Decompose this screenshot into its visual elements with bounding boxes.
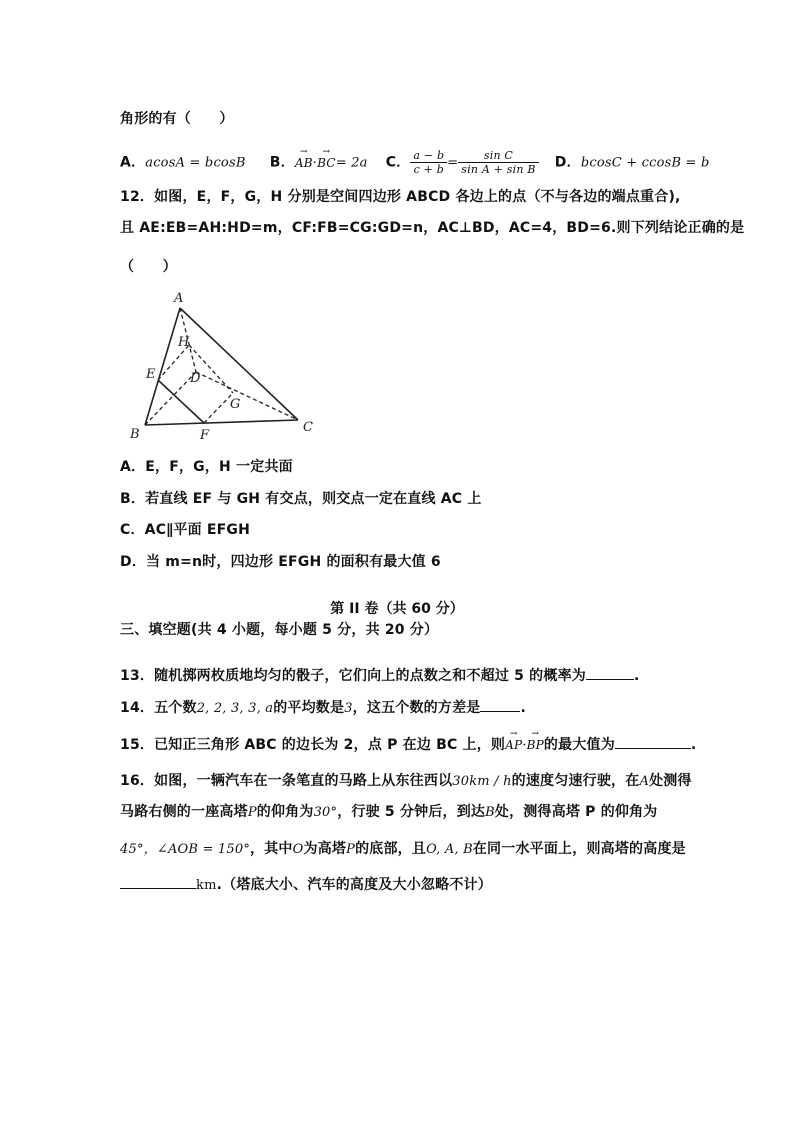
segment-ef <box>158 380 204 423</box>
q11-option-b-label: B． <box>269 154 295 171</box>
q16-tower-p2: P <box>346 842 356 857</box>
part-ii-title: 第 II 卷（共 60 分） <box>330 601 464 617</box>
q16-l3-mid: ，其中 <box>250 841 293 857</box>
q16-l2-mid2: ，行驶 5 分钟后，到达 <box>337 804 486 820</box>
q11-c-right-numerator: sin C <box>458 149 538 163</box>
q12-option-b: B．若直线 EF 与 GH 有交点，则交点一定在直线 AC 上 <box>120 491 482 507</box>
q12-stem-line-2: 且 AE:EB=AH:HD=m，CF:FB=CG:GD=n，AC⊥BD，AC=4，BD=6.则下列结论正确的是 <box>120 220 745 236</box>
label-d: D <box>190 371 201 386</box>
q14-pre: 14．五个数 <box>120 700 197 716</box>
q16-angle-aob: ，∠AOB = 150° <box>143 842 251 857</box>
q11-c-right-denominator: sin A + sin B <box>461 163 536 176</box>
segment-eh <box>158 345 189 380</box>
label-g: G <box>230 397 241 412</box>
q11-option-d-label: D． <box>554 154 581 171</box>
q16-l4-post: .（塔底大小、汽车的高度及大小忽略不计） <box>216 877 492 893</box>
q11-option-b-vec1: → AB <box>295 156 313 170</box>
q15-end: . <box>690 737 697 753</box>
q12-stem-line-1: 12．如图，E，F，G，H 分别是空间四边形 ABCD 各边上的点（不与各边的端点重合), <box>120 189 681 205</box>
q16-l1-post: 处测得 <box>649 773 692 789</box>
q16-points-oab: O, A, B <box>426 842 473 857</box>
q16-l3-mid2: 为高塔 <box>303 841 347 857</box>
q14-post: ，这五个数的方差是 <box>352 700 481 716</box>
q11-option-c-right-fraction <box>458 149 538 176</box>
q12-tetrahedron-figure <box>120 290 320 450</box>
q11-option-a-expr: acosA = bcosB <box>145 155 246 171</box>
q16-line-3 <box>120 838 686 858</box>
label-a: A <box>174 291 184 306</box>
q16-point-a: A <box>639 774 650 789</box>
q12-option-d: D．当 m=n时，四边形 EFGH 的面积有最大值 6 <box>120 554 441 570</box>
q16-angle-45: 45° <box>120 842 144 857</box>
q13-answer-blank <box>586 667 634 680</box>
q15-vector-bp: → BP <box>527 738 544 752</box>
q16-l1-mid: 的速度匀速行驶，在 <box>511 773 640 789</box>
q16-unit: km <box>196 878 217 893</box>
edge-cd <box>196 372 298 420</box>
q11-option-b-dot: · <box>312 155 318 171</box>
label-f: F <box>200 428 210 443</box>
q16-l2-post: 处，测得高塔 P 的仰角为 <box>494 804 658 820</box>
q13-line <box>120 665 640 685</box>
q14-mid: 的平均数是 <box>273 700 345 716</box>
q15-vector-ap: → AP <box>505 738 522 752</box>
q12-option-c: C．AC∥平面 EFGH <box>120 522 250 538</box>
q11-c-left-numerator: a − b <box>410 149 447 163</box>
q12-option-a: A．E，F，G，H 一定共面 <box>120 459 293 475</box>
edge-bc <box>145 420 298 425</box>
label-c: C <box>303 420 313 435</box>
q16-angle-30: 30° <box>313 805 338 820</box>
q16-tower-p: P <box>247 805 257 820</box>
q15-pre: 15．已知正三角形 ABC 的边长为 2，点 P 在边 BC 上，则 <box>120 737 506 753</box>
q16-answer-blank <box>120 876 196 889</box>
q16-l2-pre: 马路右侧的一座高塔 <box>120 804 248 820</box>
q16-line-1 <box>120 770 692 790</box>
q16-l1-pre: 16．如图，一辆汽车在一条笔直的马路上从东往西以 <box>120 773 453 789</box>
q13-text: 13．随机掷两枚质地均匀的骰子，它们向上的点数之和不超过 5 的概率为 <box>120 668 586 684</box>
q15-answer-blank <box>615 736 691 749</box>
label-h: H <box>178 335 190 350</box>
q11-option-b-rhs: = 2a <box>335 155 368 171</box>
q16-point-b: B <box>485 805 495 820</box>
q14-end: . <box>520 700 527 716</box>
label-e: E <box>146 367 156 382</box>
q14-line <box>120 697 526 717</box>
q16-line-2 <box>120 801 658 821</box>
q16-line-4 <box>120 874 492 894</box>
q11-c-left-denominator: c + b <box>413 163 444 176</box>
q15-line <box>120 734 696 754</box>
q14-answer-blank <box>480 699 520 712</box>
q15-post: 的最大值为 <box>543 737 615 753</box>
q11-stem-tail: 角形的有（ ） <box>120 111 234 127</box>
segment-fg <box>204 393 233 423</box>
q13-end: . <box>633 668 640 684</box>
section-3-title: 三、填空题(共 4 小题，每小题 5 分，共 20 分） <box>120 622 439 638</box>
q15-dot: · <box>522 738 527 753</box>
q11-option-c-left-fraction <box>410 149 447 176</box>
q11-options <box>120 149 710 176</box>
q16-l3-post: 在同一水平面上，则高塔的高度是 <box>472 841 686 857</box>
q16-l2-mid: 的仰角为 <box>256 804 314 820</box>
q14-numbers: 2, 2, 3, 3, a <box>196 701 274 716</box>
q11-option-b-vec2: → BC <box>317 156 336 170</box>
q11-option-c-eq: = <box>447 155 459 171</box>
q11-option-a-label: A． <box>120 154 146 171</box>
q16-speed: 30km / h <box>452 774 512 789</box>
q11-option-c-label: C． <box>385 154 411 171</box>
q14-average: 3 <box>344 701 353 716</box>
q12-stem-line-3: （ ） <box>120 259 177 275</box>
q16-l3-mid3: 的底部，且 <box>355 841 427 857</box>
label-b: B <box>130 427 140 442</box>
q11-option-d-expr: bcosC + ccosB = b <box>580 155 710 171</box>
q16-point-o: O <box>292 842 304 857</box>
